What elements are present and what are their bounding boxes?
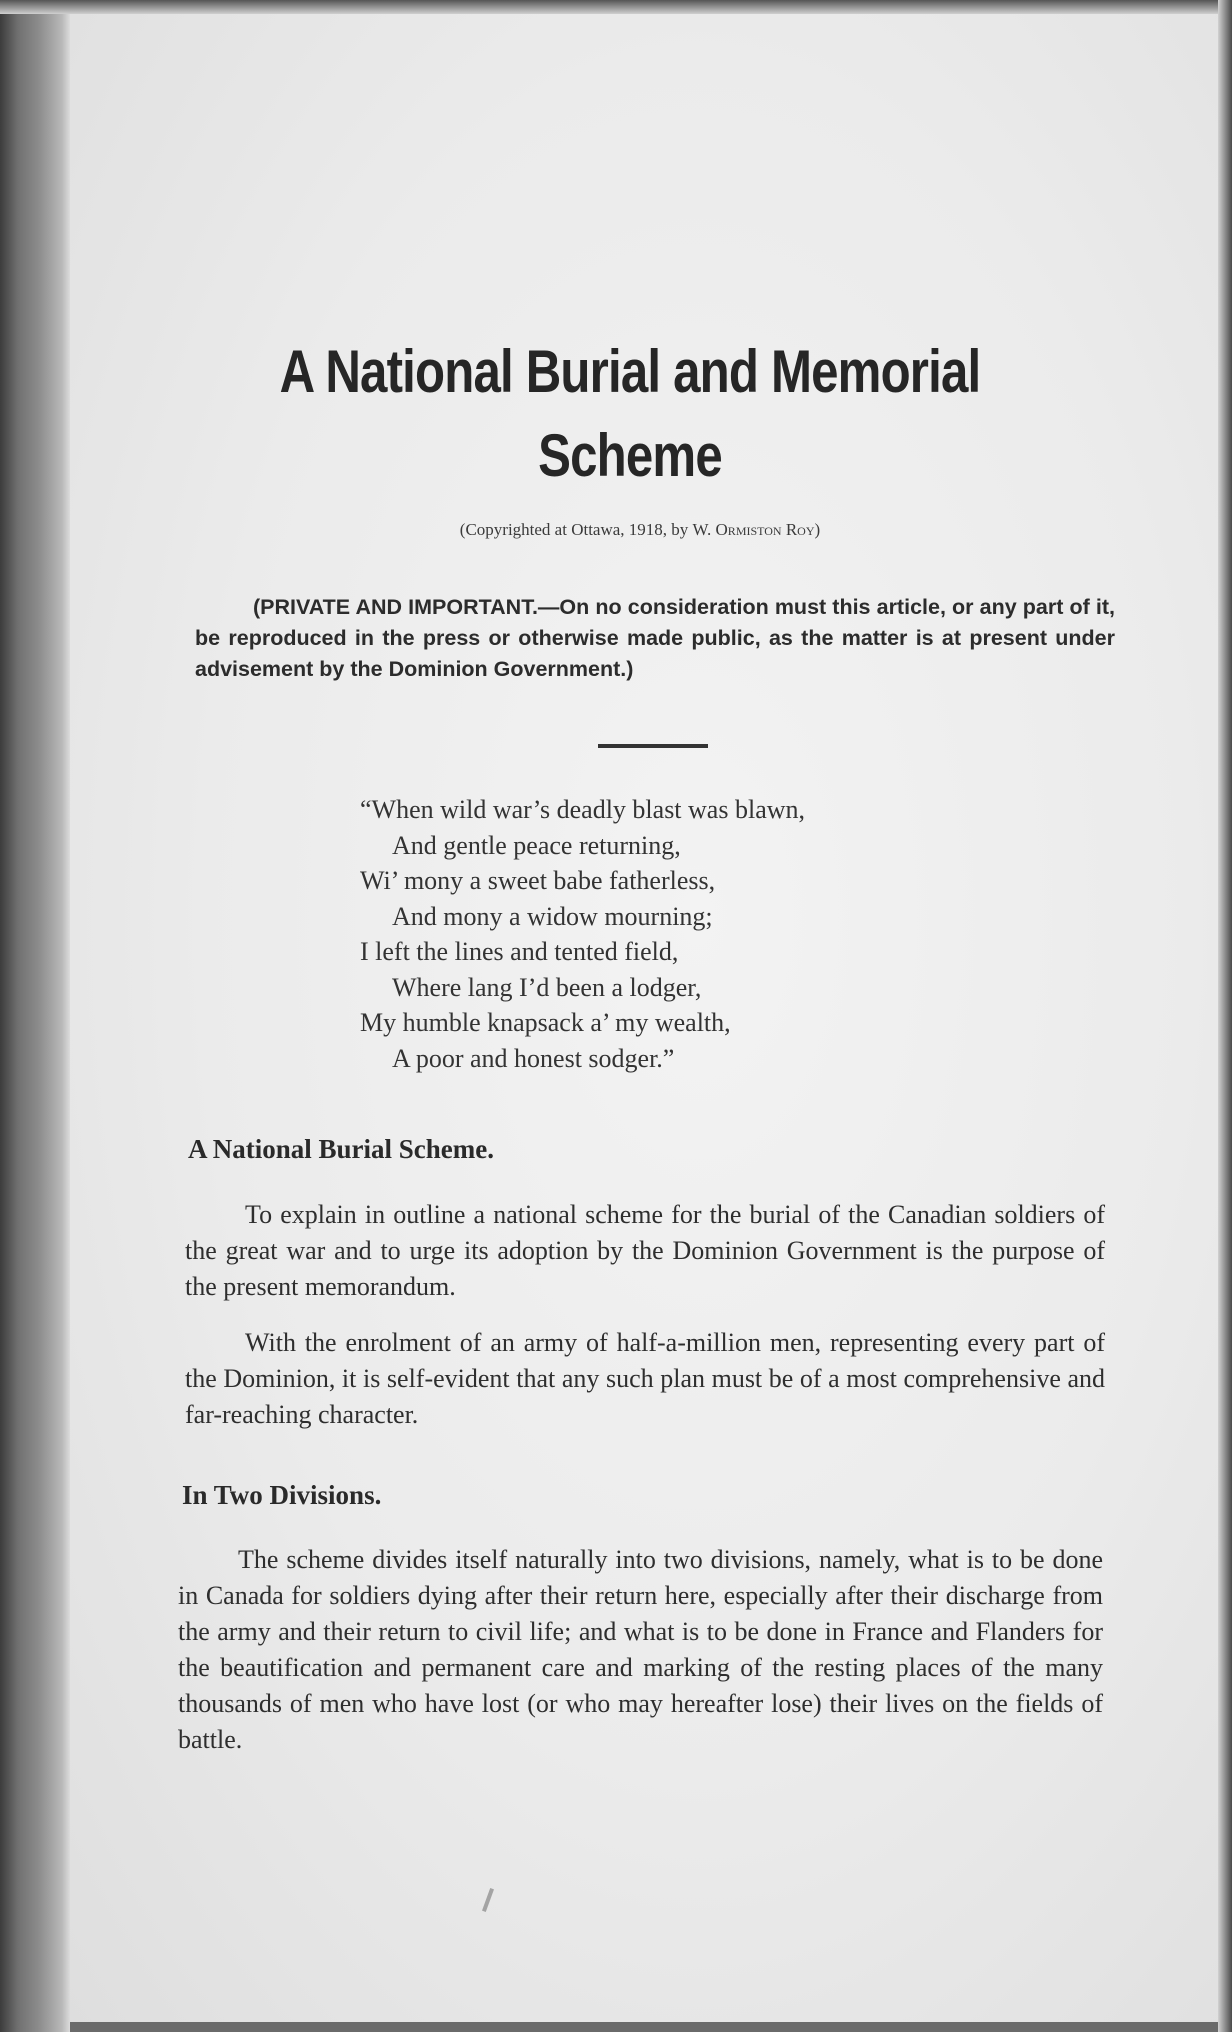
poem-line: I left the lines and tented field, <box>360 937 679 966</box>
poem-line: Wi’ mony a sweet babe fatherless, <box>360 866 716 895</box>
poem-line: And mony a widow mourning; <box>392 901 713 931</box>
poem-line: And gentle peace returning, <box>392 830 681 860</box>
copyright-suffix: ) <box>814 520 821 539</box>
body-paragraph: To explain in outline a national scheme for the burial of the Canadian soldiers of the great war and to urge its adoption by the Dominion Government is the purpose of the present memorandum. <box>185 1200 1105 1301</box>
poem-line: A poor and honest sodger.” <box>392 1043 675 1073</box>
section-heading-burial-scheme: A National Burial Scheme. <box>188 1134 495 1164</box>
document-title: A National Burial and Memorial Scheme <box>279 338 981 489</box>
epigraph-poem <box>360 792 1040 1076</box>
copyright-author: W. Ormiston Roy <box>692 520 815 539</box>
section-heading-two-divisions: In Two Divisions. <box>182 1480 382 1510</box>
page-content <box>60 12 1220 2022</box>
body-paragraph: The scheme divides itself naturally into two divisions, namely, what is to be done in Canada for soldiers dying after their return here, especially after their discharge from the army and their return to civil life; and what is to be done in France and Flanders for the beautification and permanent care and marking of the resting places of the many thousands of men who have lost (or who may hereafter lose) their lives on the fields of battle. <box>178 1545 1103 1754</box>
private-notice: (PRIVATE AND IMPORTANT.—On no consideration must this article, or any part of it, be reproduced in the press or otherwise made public, as the matter is at present under advisement by the Dominion Government.) <box>195 595 1115 681</box>
page-right-edge <box>1218 0 1232 2032</box>
poem-line: My humble knapsack a’ my wealth, <box>360 1008 731 1037</box>
body-paragraph: With the enrolment of an army of half-a-million men, representing every part of the Dominion, it is self-evident that any such plan must be of a most comprehensive and far-reaching character. <box>185 1328 1105 1429</box>
poem-line: Where lang I’d been a lodger, <box>392 972 702 1002</box>
poem-line: “When wild war’s deadly blast was blawn, <box>360 795 806 824</box>
copyright-line <box>290 520 990 540</box>
section-divider <box>598 744 708 748</box>
copyright-prefix: (Copyrighted at Ottawa, 1918, by <box>459 520 693 539</box>
